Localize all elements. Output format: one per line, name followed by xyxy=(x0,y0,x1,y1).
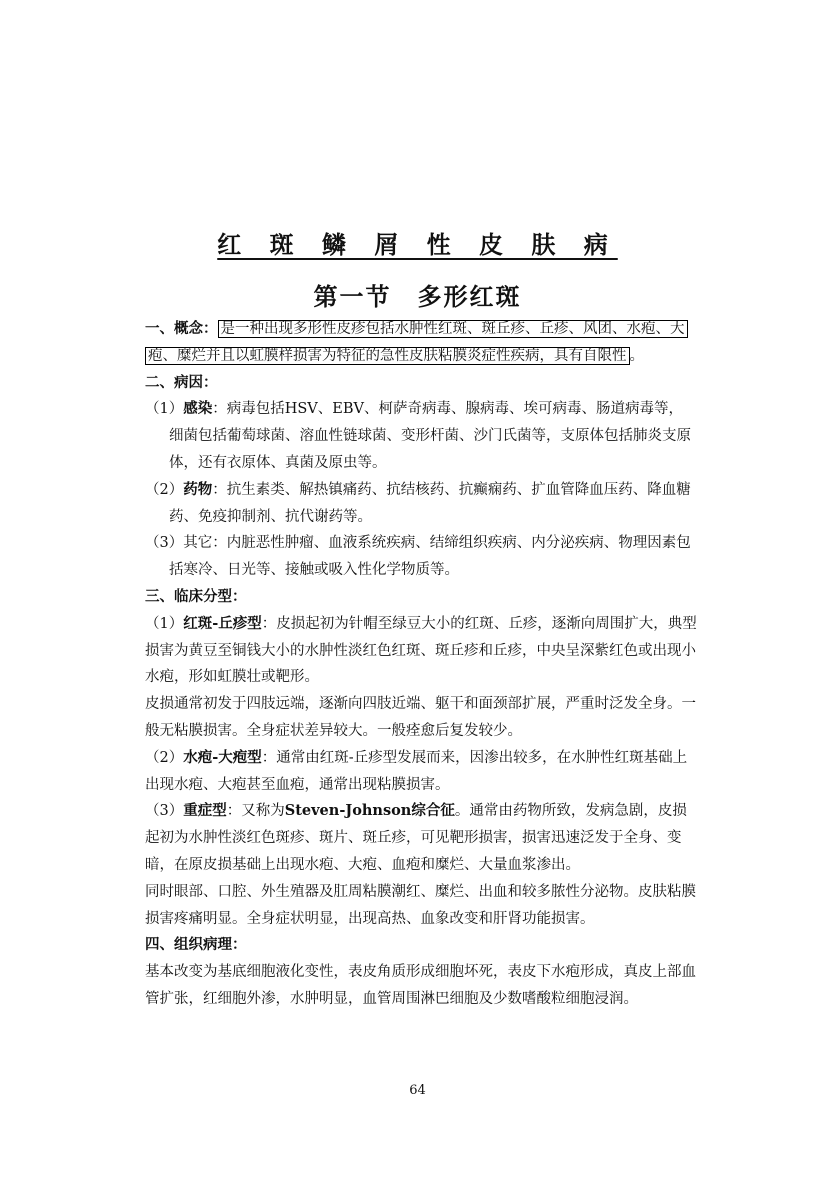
body-text xyxy=(145,316,697,1013)
pathology-paragraph: 基本改变为基底细胞液化变性，表皮角质形成细胞坏死，表皮下水疱形成，真皮上部血管扩张，红细胞外渗，水肿明显，血管周围淋巴细胞及少数嗜酸粒细胞浸润。 xyxy=(145,964,696,1007)
concept-boxed-definition: 是一种出现多形性皮疹包括水肿性红斑、斑丘疹、丘疹、风团、水疱、大疱、糜烂并且以虹膜样损害为特征的急性皮肤粘膜炎症性疾病，具有自限性 xyxy=(145,320,688,365)
clinical-type2: （2）水疱-大疱型：通常由红斑-丘疹型发展而来，因渗出较多，在水肿性红斑基础上出现水疱、大疱甚至血疱，通常出现粘膜损害。 xyxy=(145,748,688,793)
etiology-heading: 二、病因： xyxy=(145,373,218,391)
clinical-type3-mucosa: 同时眼部、口腔、外生殖器及肛周粘膜潮红、糜烂、出血和较多脓性分泌物。皮肤粘膜损害疼痛明显。全身症状明显，出现高热、血象改变和肝肾功能损害。 xyxy=(145,883,696,927)
chapter-title: 红 斑 鳞 屑 性 皮 肤 病 xyxy=(217,230,618,259)
concept-heading: 一、概念： xyxy=(145,320,218,337)
page-number: 64 xyxy=(409,1083,426,1098)
clinical-type1: （1）红斑-丘疹型：皮损起初为针帽至绿豆大小的红斑、丘疹，逐渐向周围扩大，典型损害为黄豆至铜钱大小的水肿性淡红色红斑、斑丘疹和丘疹，中央呈深紫红色或出现小水疱，形如虹膜壮或靶形。 xyxy=(145,614,697,686)
etiology-item-infection: （1）感染：病毒包括HSV、EBV、柯萨奇病毒、腺病毒、埃可病毒、肠道病毒等，细菌包括葡萄球菌、溶血性链球菌、变形杆菌、沙门氏菌等，支原体包括肺炎支原体，还有衣原体、真菌及原虫等。 xyxy=(145,400,691,471)
section-title: 第一节 多形红斑 xyxy=(313,282,522,311)
concept-paragraph: 一、概念： 是一种出现多形性皮疹包括水肿性红斑、斑丘疹、丘疹、风团、水疱、大疱、糜烂并且以虹膜样损害为特征的急性皮肤粘膜炎症性疾病，具有自限性 。 xyxy=(145,316,697,370)
clinical-type1-distribution: 皮损通常初发于四肢远端，逐渐向四肢近端、躯干和面颈部扩展，严重时泛发全身。一般无粘膜损害。全身症状差异较大。一般痊愈后复发较少。 xyxy=(145,696,696,739)
etiology-item-other: （3）其它：内脏恶性肿瘤、血液系统疾病、结缔组织疾病、内分泌疾病、物理因素包括寒冷、日光等、接触或吸入性化学物质等。 xyxy=(145,535,691,579)
clinical-heading: 三、临床分型： xyxy=(145,587,247,605)
etiology-item-drugs: （2）药物：抗生素类、解热镇痛药、抗结核药、抗癫痫药、扩血管降血压药、降血糖药、免疫抑制剂、抗代谢药等。 xyxy=(145,480,691,525)
pathology-heading: 四、组织病理： xyxy=(145,936,247,954)
clinical-type3: （3）重症型：又称为Steven-Johnson综合征。通常由药物所致，发病急剧，皮损起初为水肿性淡红色斑疹、斑片、斑丘疹，可见靶形损害，损害迅速泛发于全身、变暗，在原皮损基础上出现水疱、大疱、血疱和糜烂、大量血浆渗出。 xyxy=(145,802,687,873)
